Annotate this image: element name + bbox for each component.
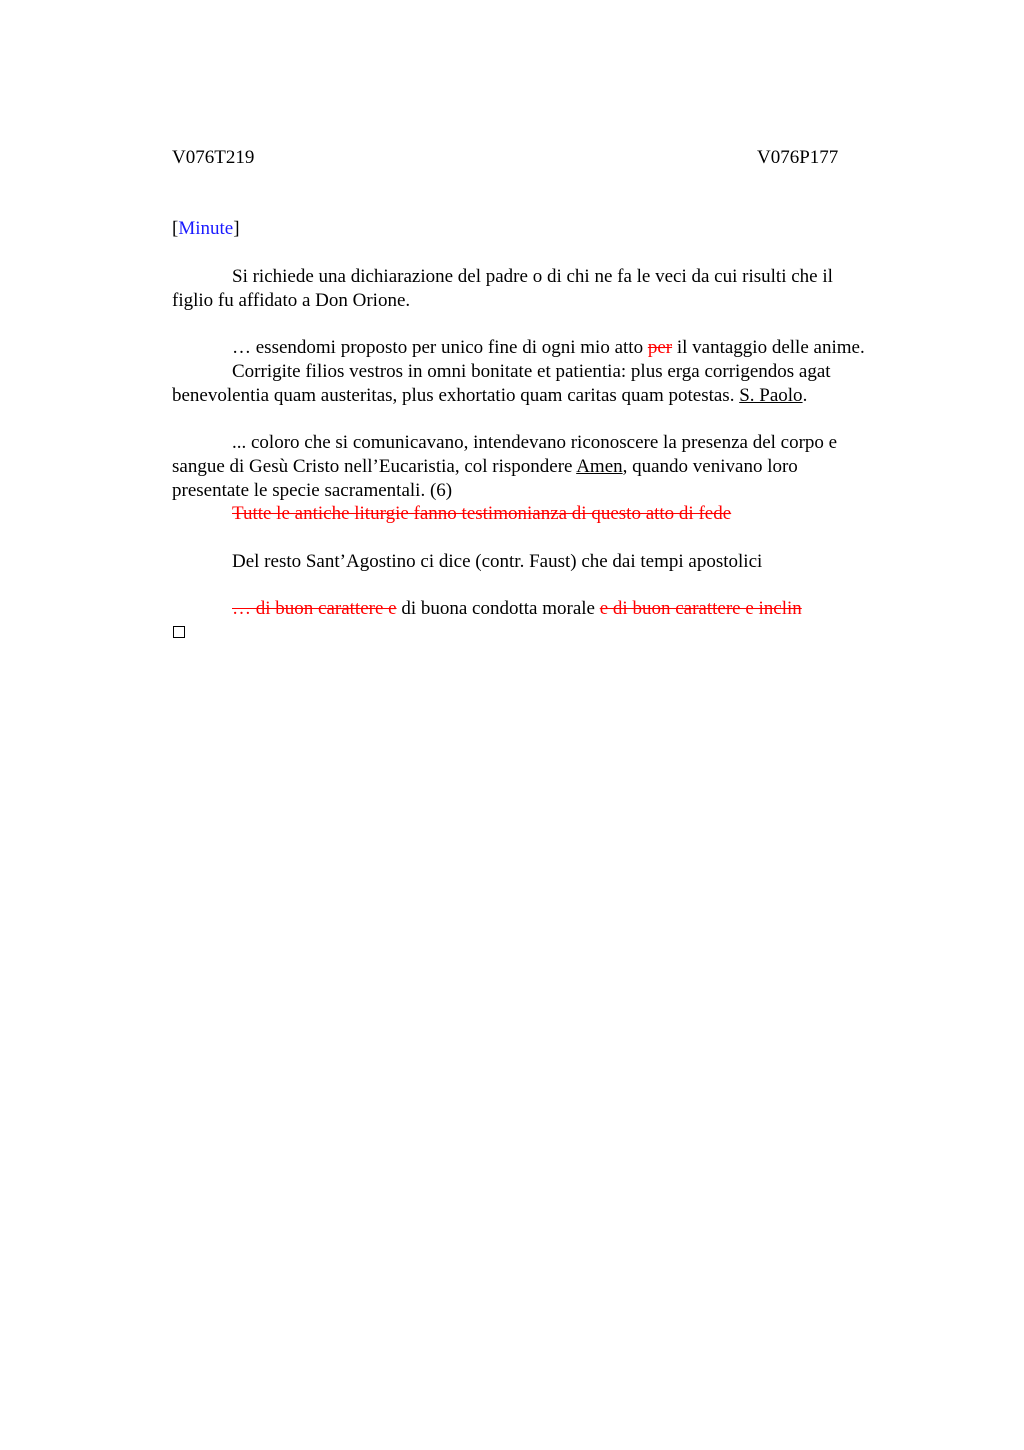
paragraph-2-line-3-before: benevolentia quam austeritas, plus exhortatio quam caritas quam potestas. [172, 385, 740, 406]
paragraph-1-line-1: Si richiede una dichiarazione del padre o di chi ne fa le veci da cui risulti che il [232, 266, 833, 287]
bracket-open: [ [172, 218, 179, 239]
page-code-right: V076P177 [757, 147, 839, 168]
underlined-word-amen: Amen [576, 456, 623, 477]
deleted-text-end: e di buon carattere e inclin [599, 598, 802, 619]
paragraph-2-line-1-before: … essendomi proposto per unico fine di ogni mio atto [232, 337, 648, 358]
paragraph-3-line-1: ... coloro che si comunicavano, intendevano riconoscere la presenza del corpo e [232, 432, 838, 453]
deleted-text-start: … di buon carattere e [232, 598, 397, 619]
paragraph-2-line-2: Corrigite filios vestros in omni bonitate et patientia: plus erga corrigendos agat [232, 361, 831, 382]
paragraph-5-middle: di buona condotta morale [396, 598, 600, 619]
citation-s-paolo: S. Paolo [739, 385, 803, 406]
paragraph-3-line-2 [172, 455, 798, 479]
paragraph-5-line-1 [232, 597, 802, 621]
deleted-word-per: per [647, 337, 673, 358]
section-label [172, 217, 240, 241]
paragraph-3-deleted-line: Tutte le antiche liturgie fanno testimonianza di questo atto di fede [232, 503, 732, 524]
paragraph-2-line-1-after: il vantaggio delle anime. [672, 337, 865, 358]
paragraph-3-line-2-after: , quando venivano loro [622, 456, 798, 477]
document-code-left: V076T219 [172, 147, 255, 168]
bracket-close: ] [233, 218, 240, 239]
paragraph-3-line-2-before: sangue di Gesù Cristo nell’Eucaristia, col rispondere [172, 456, 577, 477]
paragraph-2-line-3 [172, 384, 807, 408]
paragraph-2-line-1 [232, 336, 865, 360]
empty-square-icon [173, 626, 185, 638]
paragraph-3-line-3: presentate le specie sacramentali. (6) [172, 480, 453, 501]
section-label-text: Minute [178, 218, 234, 239]
paragraph-4-line-1: Del resto Sant’Agostino ci dice (contr. Faust) che dai tempi apostolici [232, 551, 763, 572]
paragraph-1-line-2: figlio fu affidato a Don Orione. [172, 290, 411, 311]
paragraph-2-line-3-after: . [802, 385, 808, 406]
